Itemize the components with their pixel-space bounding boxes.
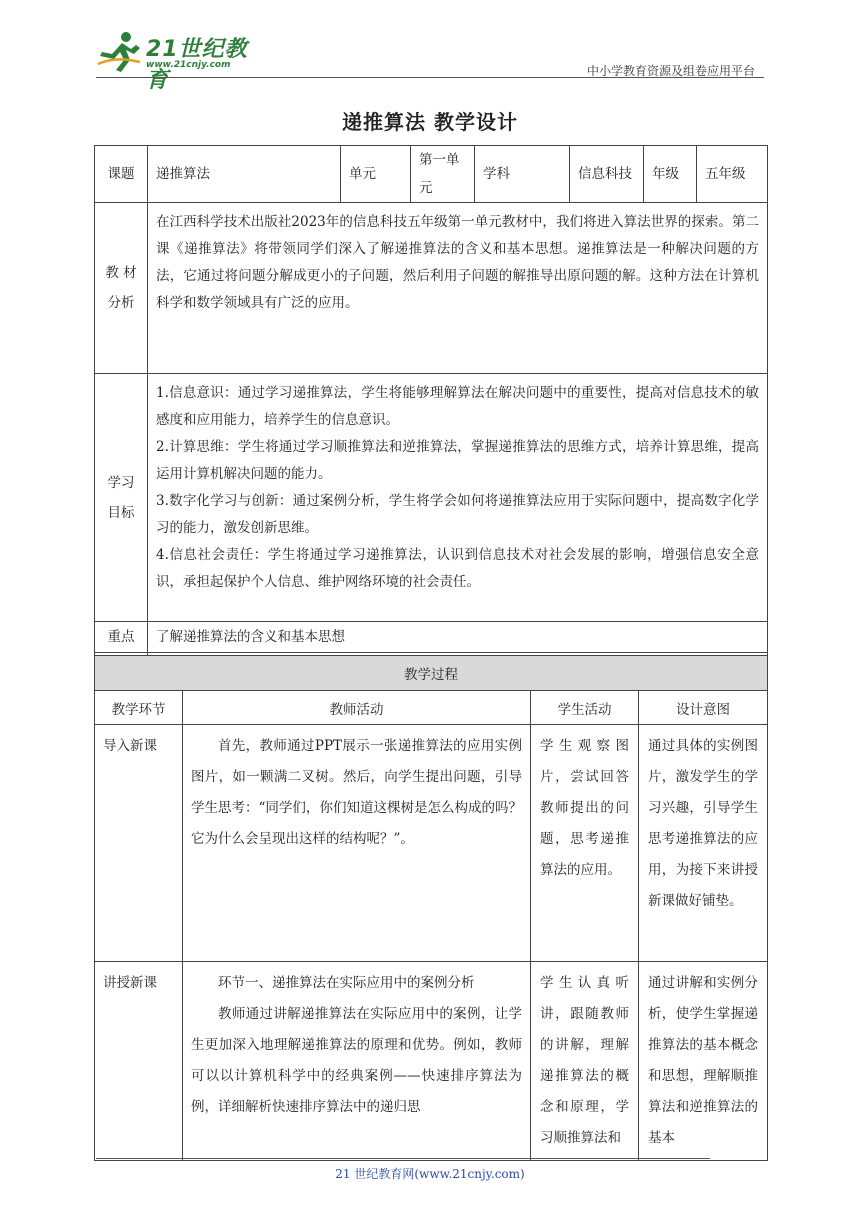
key-point-text: 了解递推算法的含义和基本思想: [148, 622, 768, 653]
key-point-label: 重点: [95, 622, 148, 653]
material-label-line-2: 分析: [107, 295, 135, 311]
unit-value: 第一单元: [411, 146, 475, 203]
table-row: [95, 962, 768, 1161]
teacher-activity: [183, 962, 531, 1161]
runner-logo-icon: [96, 30, 144, 74]
process-heading: 教学过程: [95, 656, 768, 691]
column-header: 教师活动: [183, 691, 531, 725]
goal-item: 4.信息社会责任：学生将通过学习递推算法，认识到信息技术对社会发展的影响，增强信息安全意识，承担起保护个人信息、维护网络环境的社会责任。: [156, 547, 759, 590]
goals-label-line-1: 学习: [107, 474, 135, 491]
header-divider: [96, 77, 764, 78]
stage-cell: 导入新课: [95, 725, 183, 962]
column-header: 学生活动: [531, 691, 639, 725]
goals-label: [95, 374, 148, 622]
material-label: [95, 203, 148, 374]
teacher-paragraph: 首先，教师通过PPT展示一张递推算法的应用实例图片，如一颗满二叉树。然后，向学生提出问题，引导学生思考：“同学们，你们知道这棵树是怎么构成的吗？它为什么会呈现出这样的结构呢？”。: [191, 738, 522, 847]
material-label-line-1: 教 材: [105, 265, 137, 281]
subject-label: 学科: [475, 146, 570, 203]
design-intent: 通过讲解和实例分析，使学生掌握递推算法的基本概念和思想，理解顺推算法和逆推算法的基本: [639, 962, 768, 1161]
grade-label: 年级: [644, 146, 697, 203]
table-row: [95, 725, 768, 962]
teacher-paragraph: 教师通过讲解递推算法在实际应用中的案例，让学生更加深入地理解递推算法的原理和优势。例如，教师可以以计算机科学中的经典案例——快速排序算法为例，详细解析快速排序算法中的递归思: [191, 1006, 522, 1115]
page-header: [0, 0, 860, 93]
column-header: 设计意图: [639, 691, 768, 725]
teaching-process-table: [94, 655, 768, 1161]
document-title: 递推算法 教学设计: [342, 110, 518, 134]
learning-goals: [148, 374, 768, 622]
goal-item: 1.信息意识：通过学习递推算法，学生将能够理解算法在解决问题中的重要性，提高对信息技术的敏感度和应用能力，培养学生的信息意识。: [156, 385, 759, 428]
design-intent: 通过具体的实例图片，激发学生的学习兴趣，引导学生思考递推算法的应用，为接下来讲授新课做好铺垫。: [639, 725, 768, 962]
teacher-activity: [183, 725, 531, 962]
logo-url: www.21cnjy.com: [146, 60, 231, 70]
stage-cell: 讲授新课: [95, 962, 183, 1161]
student-activity: 学生认真听讲，跟随教师的讲解，理解递推算法的概念和原理，学习顺推算法和: [531, 962, 639, 1161]
student-activity: 学生观察图片，尝试回答教师提出的问题，思考递推算法的应用。: [531, 725, 639, 962]
material-analysis: 在江西科学技术出版社2023年的信息科技五年级第一单元教材中，我们将进入算法世界的探索。第二课《递推算法》将带领同学们深入了解递推算法的含义和基本思想。递推算法是一种解决问题的方法，它通过将问题分解成更小的子问题，然后利用子问题的解推导出原问题的解。这种方法在计算机科学和数学领域具有广泛的应用。: [148, 203, 768, 374]
logo-text: 21世纪教育: [146, 37, 248, 93]
platform-name: 中小学教育资源及组卷应用平台: [586, 64, 755, 78]
footer-divider: [96, 1158, 710, 1159]
logo: [96, 30, 266, 93]
course-label: 课题: [95, 146, 148, 203]
grade-value: 五年级: [697, 146, 768, 203]
column-header: 教学环节: [95, 691, 183, 725]
unit-label: 单元: [341, 146, 411, 203]
goals-label-line-2: 目标: [107, 504, 135, 521]
subject-value: 信息科技: [570, 146, 644, 203]
page-footer: 21 世纪教育网(www.21cnjy.com): [335, 1167, 525, 1181]
teacher-paragraph: 环节一、递推算法在实际应用中的案例分析: [218, 975, 475, 991]
goal-item: 3.数字化学习与创新：通过案例分析，学生将学会如何将递推算法应用于实际问题中，提高数字化学习的能力，激发创新思维。: [156, 493, 759, 536]
lesson-info-table: [94, 145, 768, 684]
goal-item: 2.计算思维：学生将通过学习顺推算法和逆推算法，掌握递推算法的思维方式，培养计算思维，提高运用计算机解决问题的能力。: [156, 439, 759, 482]
course-value: 递推算法: [148, 146, 341, 203]
